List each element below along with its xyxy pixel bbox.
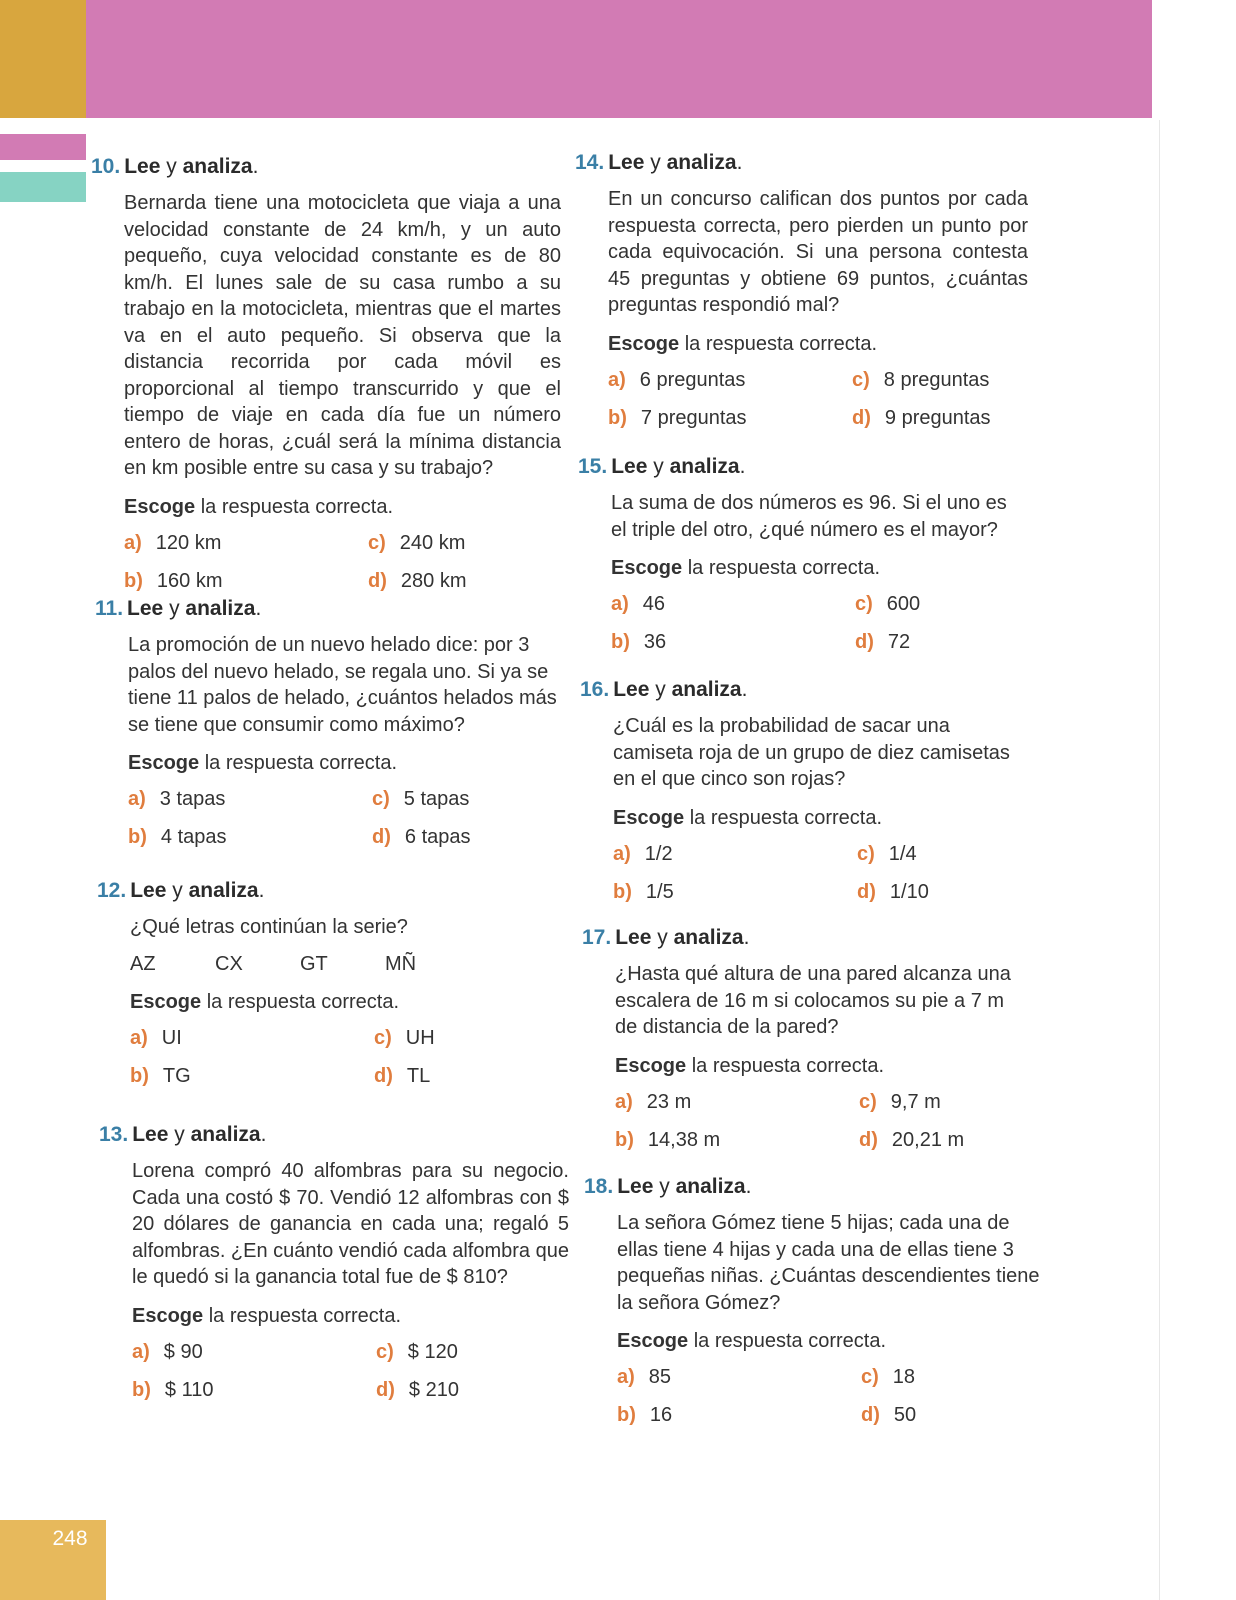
question-12 [97,878,567,1089]
page-edge [1159,120,1160,1600]
option-c[interactable]: c) 600 [855,593,921,615]
answer-prompt: Escoge la respuesta correcta. [617,1330,887,1352]
option-a[interactable]: a) 120 km [124,531,222,554]
question-number: 18. [584,1175,614,1198]
question-heading: 16. Lee y analiza. [580,678,748,701]
answer-options [617,1364,1054,1428]
question-heading: 11. Lee y analiza. [95,597,262,620]
question-text: Lorena compró 40 alfombras para su negocio. Cada una costó $ 70. Vendió 12 alfombras con $ 20 dólares de ganancia en cada una; regaló 5 alfombras. ¿En cuánto vendió cada alfombra que le quedó si la ganancia total fue de $ 810? [132,1160,569,1288]
question-number: 16. [580,678,610,701]
option-c[interactable]: c) UH [374,1026,435,1049]
question-heading: 10. Lee y analiza. [91,155,259,178]
option-c[interactable]: c) 18 [861,1366,916,1388]
option-b[interactable]: b) 14,38 m [615,1128,721,1151]
option-b[interactable]: b) $ 110 [132,1378,214,1401]
answer-prompt: Escoge la respuesta correcta. [613,806,883,829]
option-a[interactable]: a) $ 90 [132,1340,203,1363]
answer-prompt: Escoge la respuesta correcta. [608,332,878,355]
option-d[interactable]: d) 6 tapas [372,826,471,848]
option-d[interactable]: d) TL [374,1064,431,1087]
option-a[interactable]: a) 1/2 [613,842,673,865]
answer-options [128,786,565,850]
section-tab-teal [0,172,86,202]
question-text: La suma de dos números es 96. Si el uno es el triple del otro, ¿qué número es el mayor? [611,492,1007,541]
option-c[interactable]: c) 8 preguntas [852,368,990,391]
series-item: AZ [130,952,156,975]
question-text: ¿Cuál es la probabilidad de sacar una camiseta roja de un grupo de diez camisetas en el que cinco son rojas? [613,715,1010,790]
option-d[interactable]: d) 50 [861,1404,917,1426]
answer-prompt: Escoge la respuesta correcta. [611,557,881,579]
answer-options [608,367,1045,431]
question-number: 11. [95,597,124,620]
question-text: La promoción de un nuevo helado dice: por 3 palos del nuevo helado, se regala uno. Si ya se tiene 11 palos de helado, ¿cuántos helados más se tiene que consumir como máximo? [128,634,557,736]
option-a[interactable]: a) 3 tapas [128,788,226,810]
option-c[interactable]: c) $ 120 [376,1340,458,1363]
question-number: 12. [97,879,127,902]
option-c[interactable]: c) 1/4 [857,842,917,865]
question-text: ¿Qué letras continúan la serie? [130,916,408,938]
answer-prompt: Escoge la respuesta correcta. [124,495,394,518]
option-b[interactable]: b) TG [130,1064,191,1087]
option-d[interactable]: d) 9 preguntas [852,406,991,429]
letter-series [130,951,567,977]
option-d[interactable]: d) $ 210 [376,1378,459,1401]
answer-options [124,530,561,594]
page-number: 248 [52,1527,88,1550]
question-14 [575,150,1045,431]
option-a[interactable]: a) UI [130,1026,182,1049]
answer-options [611,591,1048,655]
option-d[interactable]: d) 1/10 [857,880,929,903]
series-item: CX [215,952,243,975]
option-b[interactable]: b) 7 preguntas [608,406,747,429]
section-tab-pink [0,134,86,160]
answer-options [613,841,1050,905]
option-d[interactable]: d) 20,21 m [859,1128,965,1151]
question-17 [582,925,1052,1153]
question-text: En un concurso califican dos puntos por cada respuesta correcta, pero pierden un punto por cada equivocación. Si una persona contesta 45 preguntas y obtiene 69 puntos, ¿cuántas preguntas respondió mal? [608,188,1028,316]
question-text: ¿Hasta qué altura de una pared alcanza una escalera de 16 m si colocamos su pie a 7 m de distancia de la pared? [615,963,1011,1038]
question-10 [91,154,561,594]
option-b[interactable]: b) 36 [611,631,667,653]
answer-options [615,1089,1052,1153]
question-number: 13. [99,1123,129,1146]
answer-prompt: Escoge la respuesta correcta. [615,1054,885,1077]
option-a[interactable]: a) 85 [617,1366,672,1388]
option-b[interactable]: b) 160 km [124,569,223,592]
answer-options [132,1339,569,1403]
answer-prompt: Escoge la respuesta correcta. [130,990,400,1013]
header-corner [0,0,86,118]
option-c[interactable]: c) 240 km [368,531,466,554]
question-heading: 18. Lee y analiza. [584,1175,752,1198]
question-heading: 17. Lee y analiza. [582,926,750,949]
question-15 [578,454,1048,655]
question-16 [580,677,1050,905]
answer-prompt: Escoge la respuesta correcta. [128,752,398,774]
question-11 [95,596,565,850]
question-heading: 13. Lee y analiza. [99,1123,267,1146]
option-d[interactable]: d) 72 [855,631,911,653]
option-c[interactable]: c) 5 tapas [372,788,470,810]
option-c[interactable]: c) 9,7 m [859,1090,941,1113]
option-b[interactable]: b) 16 [617,1404,673,1426]
option-a[interactable]: a) 23 m [615,1090,692,1113]
question-number: 17. [582,926,612,949]
question-number: 10. [91,155,121,178]
answer-options [130,1025,567,1089]
option-a[interactable]: a) 6 preguntas [608,368,746,391]
option-b[interactable]: b) 1/5 [613,880,674,903]
question-heading: 15. Lee y analiza. [578,455,746,478]
question-number: 15. [578,455,608,478]
question-heading: 14. Lee y analiza. [575,151,743,174]
series-item: MÑ [385,952,417,975]
question-13 [99,1122,569,1403]
option-b[interactable]: b) 4 tapas [128,826,227,848]
series-item: GT [300,952,328,975]
option-a[interactable]: a) 46 [611,593,666,615]
question-number: 14. [575,151,605,174]
option-d[interactable]: d) 280 km [368,569,467,592]
question-18 [584,1174,1054,1428]
question-heading: 12. Lee y analiza. [97,879,265,902]
question-text: Bernarda tiene una motocicleta que viaja a una velocidad constante de 24 km/h, y un auto pequeño, cuya velocidad constante es de 80 km/h. El lunes sale de su casa rumbo a su trabajo en la motocicleta, mientras que el martes va en el auto pequeño. Si observa que la distancia recorrida por cada móvil es proporcional al tiempo transcurrido y que el tiempo de viaje en cada día fue un número entero de horas, ¿cuál será la mínima distancia en km posible entre su casa y su trabajo? [124,192,561,479]
header-band [86,0,1152,118]
question-text: La señora Gómez tiene 5 hijas; cada una de ellas tiene 4 hijas y cada una de ellas tiene 3 pequeñas niñas. ¿Cuántas descendientes tiene la señora Gómez? [617,1212,1040,1314]
answer-prompt: Escoge la respuesta correcta. [132,1304,402,1327]
